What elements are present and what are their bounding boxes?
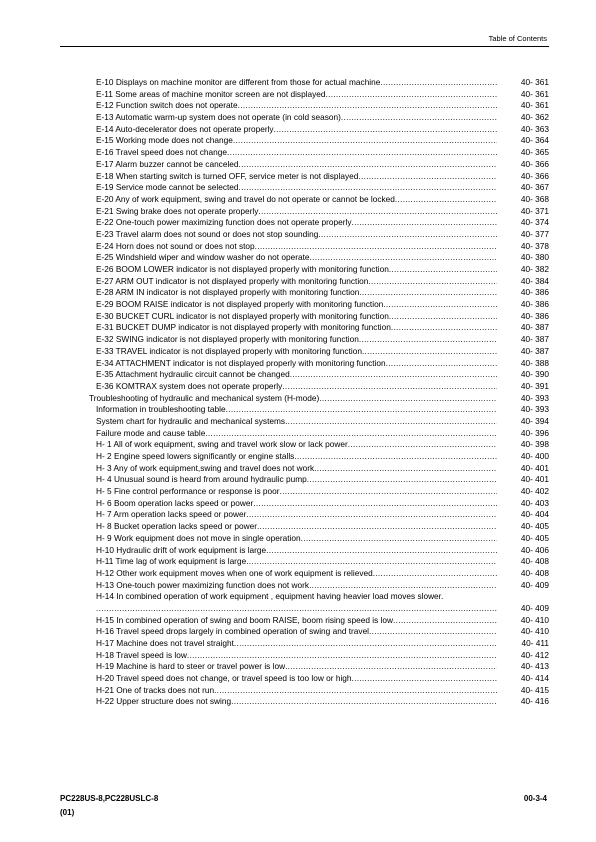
toc-entry-title: H-13 One-touch power maximizing function does not work xyxy=(96,579,310,590)
toc-entry-title: E-34 ATTACHMENT indicator is not displayed properly with monitoring function xyxy=(96,357,386,368)
toc-entry[interactable] xyxy=(89,381,549,393)
toc-entry-leader xyxy=(395,194,497,206)
toc-entry[interactable] xyxy=(89,439,549,451)
toc-entry-leader xyxy=(368,276,497,288)
toc-entry-title: H-11 Time lag of work equipment is large xyxy=(96,556,247,567)
toc-entry-leader xyxy=(205,428,497,440)
toc-entry-page: 40- 405 xyxy=(520,532,549,543)
toc-entry-page: 40- 408 xyxy=(520,567,549,578)
toc-entry-page: 40- 387 xyxy=(520,334,549,345)
toc-entry-page: 40- 413 xyxy=(520,661,549,672)
toc-entry-leader xyxy=(285,661,497,673)
toc-entry-page: 40- 361 xyxy=(520,100,549,111)
toc-entry-title: Information in troubleshooting table xyxy=(96,404,226,415)
toc-entry-page: 40- 378 xyxy=(520,240,549,251)
toc-entry[interactable] xyxy=(89,568,549,580)
toc-entry[interactable] xyxy=(89,182,549,194)
toc-entry-leader xyxy=(282,381,497,393)
toc-entry-leader xyxy=(214,685,497,697)
toc-entry-page: 40- 371 xyxy=(520,205,549,216)
toc-entry-page: 40- 365 xyxy=(520,147,549,158)
toc-entry[interactable] xyxy=(89,346,549,358)
toc-entry-leader xyxy=(234,638,497,650)
toc-entry-page: 40- 415 xyxy=(520,684,549,695)
toc-entry-leader xyxy=(389,311,497,323)
toc-entry[interactable] xyxy=(89,206,549,218)
toc-entry-page: 40- 406 xyxy=(520,544,549,555)
toc-entry-leader xyxy=(318,229,497,241)
toc-entry-page: 40- 396 xyxy=(520,427,549,438)
toc-entry-title: E-26 BOOM LOWER indicator is not displayed properly with monitoring function xyxy=(96,264,389,274)
toc-entry-page: 40- 411 xyxy=(521,638,549,648)
toc-entry-leader xyxy=(319,393,497,405)
toc-entry[interactable] xyxy=(89,124,549,136)
toc-entry-leader xyxy=(369,626,497,638)
toc-entry-title: E-18 When starting switch is turned OFF, service meter is not displayed xyxy=(96,170,359,181)
toc-entry-page: 40- 388 xyxy=(520,357,549,368)
toc-entry[interactable] xyxy=(89,322,549,334)
toc-entry[interactable] xyxy=(89,685,549,697)
toc-entry-title: E-24 Horn does not sound or does not stop xyxy=(96,240,255,251)
toc-entry-page: 40- 382 xyxy=(520,264,549,274)
toc-entry-page: 40- 361 xyxy=(520,77,549,87)
toc-entry-leader xyxy=(389,264,497,276)
toc-entry-title: E-23 Travel alarm does not sound or does not stop sounding xyxy=(96,228,319,239)
toc-entry-page: 40- 380 xyxy=(520,252,549,263)
toc-entry-leader xyxy=(239,159,497,171)
toc-entry[interactable] xyxy=(89,89,549,101)
toc-entry-title: E-16 Travel speed does not change xyxy=(96,147,227,158)
toc-entry-leader xyxy=(255,241,497,253)
toc-entry-leader xyxy=(257,521,497,533)
footer-model: PC228US-8,PC228USLC-8 xyxy=(60,794,159,803)
toc-entry[interactable] xyxy=(89,498,549,510)
toc-entry-leader xyxy=(341,112,497,124)
toc-entry-leader xyxy=(233,135,497,147)
toc-entry-title: H-19 Machine is hard to steer or travel power is low xyxy=(96,661,286,672)
toc-entry-page: 40- 393 xyxy=(520,392,549,403)
toc-entry-page: 40- 368 xyxy=(520,193,549,204)
toc-entry-leader xyxy=(294,451,497,463)
toc-entry[interactable] xyxy=(89,521,549,533)
toc-entry-leader xyxy=(310,252,497,264)
toc-entry-leader xyxy=(391,322,497,334)
toc-entry[interactable] xyxy=(89,358,549,370)
toc-entry[interactable] xyxy=(89,615,549,627)
toc-entry[interactable] xyxy=(89,311,549,323)
toc-entry-leader xyxy=(246,509,497,521)
toc-entry-title: E-25 Windshield wiper and window washer do not operate xyxy=(96,252,310,263)
toc-entry-title: E-14 Auto-decelerator does not operate properly xyxy=(96,123,274,134)
toc-entry-page: 40- 410 xyxy=(520,614,549,625)
toc-entry-leader xyxy=(352,217,498,229)
toc-entry-title: H- 7 Arm operation lacks speed or power xyxy=(96,509,247,520)
toc-entry-title: E-29 BOOM RAISE indicator is not displayed properly with monitoring function xyxy=(96,299,384,310)
toc-entry-page: 40- 384 xyxy=(520,275,549,286)
toc-entry-page: 40- 361 xyxy=(520,88,549,99)
toc-entry-page: 40- 400 xyxy=(520,451,549,461)
toc-entry-page: 40- 377 xyxy=(520,228,549,239)
toc-entry-leader xyxy=(383,299,497,311)
header-rule xyxy=(60,46,549,47)
toc-entry[interactable] xyxy=(89,252,549,264)
toc-entry-title: H- 4 Unusual sound is heard from around hydraulic pump xyxy=(96,474,307,485)
toc-entry-title: H- 9 Work equipment does not move in single operation xyxy=(96,532,301,543)
toc-entry-leader xyxy=(301,533,497,545)
toc-entry-leader xyxy=(309,580,497,592)
toc-entry[interactable] xyxy=(89,661,549,673)
header-title: Table of Contents xyxy=(488,34,547,43)
toc-entry-title: E-17 Alarm buzzer cannot be canceled xyxy=(96,158,239,169)
toc-entry[interactable] xyxy=(89,77,549,89)
toc-entry-leader xyxy=(246,556,497,568)
toc-entry-title: E-27 ARM OUT indicator is not displayed properly with monitoring function xyxy=(96,275,369,286)
toc-entry-page: 40- 386 xyxy=(520,310,549,321)
toc-entry-title: E-10 Displays on machine monitor are different from those for actual machine xyxy=(96,77,381,87)
toc-entry[interactable] xyxy=(89,486,549,498)
toc-entry-title: H-17 Machine does not travel straight xyxy=(96,638,234,648)
toc-entry-page: 40- 410 xyxy=(520,626,549,637)
toc-entry-title: E-31 BUCKET DUMP indicator is not displayed properly with monitoring function xyxy=(96,322,391,333)
footer-revision: (01) xyxy=(60,808,75,817)
toc-entry[interactable] xyxy=(89,428,549,440)
toc-entry-title: E-19 Service mode cannot be selected xyxy=(96,182,239,193)
toc-entry-title: H- 6 Boom operation lacks speed or power xyxy=(96,497,254,508)
toc-entry-leader xyxy=(373,568,497,580)
toc-entry-leader xyxy=(187,650,497,662)
toc-entry-title: E-35 Attachment hydraulic circuit cannot be changed xyxy=(96,369,290,380)
toc-entry-page: 40- 374 xyxy=(520,217,549,228)
toc-entry-page: 40- 416 xyxy=(520,696,549,707)
toc-entry-page: 40- 364 xyxy=(520,135,549,146)
toc-entry[interactable] xyxy=(89,509,549,521)
toc-entry-leader xyxy=(290,369,497,381)
toc-entry[interactable] xyxy=(89,673,549,685)
toc-entry[interactable] xyxy=(89,393,549,405)
toc-entry-page: 40- 391 xyxy=(520,380,549,391)
toc-entry[interactable] xyxy=(89,545,549,557)
toc-entry-leader xyxy=(226,404,497,416)
toc-entry-title: E-33 TRAVEL indicator is not displayed properly with monitoring function xyxy=(96,345,362,356)
toc-entry-page: 40- 412 xyxy=(520,649,549,660)
toc-entry-leader xyxy=(231,696,497,708)
toc-entry[interactable] xyxy=(89,264,549,276)
toc-entry-title: H-12 Other work equipment moves when one of work equipment is relieved xyxy=(96,567,373,578)
toc-entry[interactable] xyxy=(89,650,549,662)
toc-entry-title: E-22 One-touch power maximizing function does not operate properly xyxy=(96,217,352,228)
toc-entry[interactable] xyxy=(89,626,549,638)
toc-entry-leader xyxy=(96,603,497,615)
toc-list xyxy=(89,77,549,708)
toc-entry-page: 40- 401 xyxy=(520,474,549,485)
toc-entry-leader xyxy=(314,463,497,475)
toc-entry-page: 40- 366 xyxy=(520,158,549,169)
toc-entry-leader xyxy=(359,287,497,299)
toc-entry-page: 40- 404 xyxy=(520,509,549,520)
toc-entry-leader xyxy=(274,124,497,136)
toc-entry[interactable] xyxy=(89,474,549,486)
toc-entry-page: 40- 390 xyxy=(520,369,549,380)
toc-entry-page: 40- 363 xyxy=(520,123,549,134)
toc-entry-title: H- 8 Bucket operation lacks speed or power xyxy=(96,521,257,532)
toc-entry-leader xyxy=(239,182,497,194)
toc-entry[interactable] xyxy=(89,334,549,346)
toc-entry-leader xyxy=(386,358,497,370)
toc-entry-title: H-18 Travel speed is low xyxy=(96,649,187,660)
toc-entry-title: E-15 Working mode does not change xyxy=(96,135,233,146)
toc-entry[interactable] xyxy=(89,171,549,183)
toc-entry[interactable] xyxy=(89,287,549,299)
toc-entry-page: 40- 386 xyxy=(520,299,549,310)
toc-entry-title: E-32 SWING indicator is not displayed properly with monitoring function xyxy=(96,334,359,345)
toc-entry-title: Troubleshooting of hydraulic and mechanical system (H-mode) xyxy=(89,392,320,403)
toc-entry-page: 40- 394 xyxy=(520,415,549,426)
toc-entry-page: 40- 367 xyxy=(520,182,549,193)
toc-entry-title: H-21 One of tracks does not run xyxy=(96,684,215,695)
toc-entry-title: Failure mode and cause table xyxy=(96,427,206,438)
toc-entry-title: H-15 In combined operation of swing and boom RAISE, boom rising speed is low xyxy=(96,614,394,625)
toc-entry-title: System chart for hydraulic and mechanical systems xyxy=(96,415,286,426)
toc-entry-page: 40- 409 xyxy=(520,602,549,613)
toc-entry-page: 40- 398 xyxy=(520,439,549,450)
toc-entry[interactable] xyxy=(89,159,549,171)
toc-entry-title: E-28 ARM IN indicator is not displayed properly with monitoring function xyxy=(96,287,360,298)
toc-entry[interactable] xyxy=(89,580,549,592)
toc-entry-title: H-22 Upper structure does not swing xyxy=(96,696,232,707)
toc-entry[interactable] xyxy=(89,696,549,708)
toc-entry[interactable] xyxy=(89,603,549,615)
toc-entry-title: E-11 Some areas of machine monitor screen are not displayed xyxy=(96,88,326,99)
toc-entry[interactable] xyxy=(89,533,549,545)
toc-entry[interactable] xyxy=(89,112,549,124)
toc-entry-page: 40- 362 xyxy=(520,112,549,123)
toc-entry[interactable] xyxy=(89,463,549,475)
toc-entry[interactable] xyxy=(89,591,549,603)
toc-entry[interactable] xyxy=(89,276,549,288)
toc-entry-leader xyxy=(358,171,497,183)
toc-entry-page: 40- 408 xyxy=(520,556,549,567)
toc-entry-page: 40- 386 xyxy=(520,287,549,298)
toc-entry[interactable] xyxy=(89,229,549,241)
toc-entry[interactable] xyxy=(89,194,549,206)
toc-entry-title: E-12 Function switch does not operate xyxy=(96,100,238,111)
toc-entry-page: 40- 414 xyxy=(520,673,549,684)
toc-entry-leader xyxy=(380,77,497,89)
toc-entry-leader xyxy=(258,206,497,218)
toc-entry[interactable] xyxy=(89,369,549,381)
toc-entry-title: H-16 Travel speed drops largely in combined operation of swing and travel xyxy=(96,626,370,637)
toc-entry-leader xyxy=(280,486,497,498)
toc-entry[interactable] xyxy=(89,416,549,428)
toc-entry-page: 40- 393 xyxy=(520,404,549,415)
toc-entry-page: 40- 366 xyxy=(520,170,549,181)
toc-entry-leader xyxy=(307,474,497,486)
toc-entry[interactable] xyxy=(89,404,549,416)
toc-entry-title: E-30 BUCKET CURL indicator is not displayed properly with monitoring function xyxy=(96,310,389,321)
toc-entry-leader xyxy=(285,416,497,428)
toc-entry-page: 40- 387 xyxy=(520,322,549,333)
toc-entry-page: 40- 403 xyxy=(520,497,549,508)
toc-entry-title: H- 1 All of work equipment, swing and travel work slow or lack power xyxy=(96,439,348,450)
toc-entry-leader xyxy=(227,147,497,159)
toc-entry-page: 40- 409 xyxy=(520,579,549,590)
toc-entry-leader xyxy=(393,615,497,627)
toc-entry[interactable] xyxy=(89,556,549,568)
toc-entry[interactable] xyxy=(89,451,549,463)
toc-entry-title: E-36 KOMTRAX system does not operate properly xyxy=(96,380,283,391)
footer-page-number: 00-3-4 xyxy=(523,794,547,803)
toc-entry-title: H-14 In combined operation of work equipment , equipment having heavier load moves slower. xyxy=(96,591,444,602)
toc-entry-leader xyxy=(238,100,497,112)
toc-entry-leader xyxy=(362,346,497,358)
toc-entry-page: 40- 405 xyxy=(520,521,549,532)
toc-entry-leader xyxy=(352,673,497,685)
toc-entry-title: H-10 Hydraulic drift of work equipment is large xyxy=(96,544,267,555)
toc-entry-leader xyxy=(253,498,497,510)
toc-entry-page: 40- 402 xyxy=(520,486,549,497)
toc-entry-title: H-20 Travel speed does not change, or travel speed is too low or high xyxy=(96,673,352,684)
toc-entry[interactable] xyxy=(89,638,549,650)
toc-entry[interactable] xyxy=(89,217,549,229)
toc-entry[interactable] xyxy=(89,147,549,159)
toc-entry-leader xyxy=(326,89,497,101)
toc-entry-title: H- 2 Engine speed lowers significantly or engine stalls xyxy=(96,451,295,461)
toc-entry-title: E-20 Any of work equipment, swing and travel do not operate or cannot be locked xyxy=(96,193,395,204)
toc-entry-page: 40- 387 xyxy=(520,345,549,356)
toc-entry[interactable] xyxy=(89,241,549,253)
toc-entry[interactable] xyxy=(89,100,549,112)
toc-entry-page: 40- 401 xyxy=(520,462,549,473)
toc-entry-leader xyxy=(266,545,497,557)
toc-entry[interactable] xyxy=(89,135,549,147)
toc-entry-title: E-21 Swing brake does not operate properly xyxy=(96,205,259,216)
toc-entry-title: H- 3 Any of work equipment,swing and travel does not work xyxy=(96,462,315,473)
toc-entry-title: E-13 Automatic warm-up system does not operate (in cold season) xyxy=(96,112,341,123)
toc-entry[interactable] xyxy=(89,299,549,311)
toc-entry-leader xyxy=(359,334,497,346)
toc-entry-title: H- 5 Fine control performance or response is poor xyxy=(96,486,280,497)
toc-entry-leader xyxy=(348,439,497,451)
